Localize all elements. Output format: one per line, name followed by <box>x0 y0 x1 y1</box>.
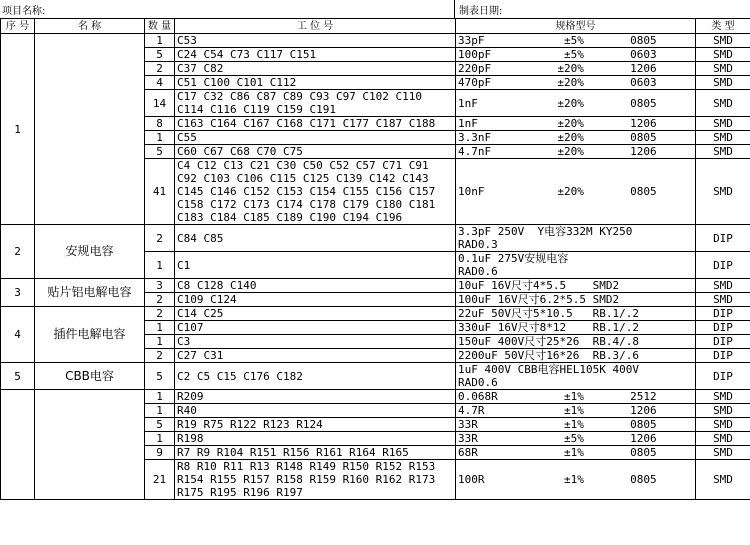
type-cell: SMD <box>696 418 750 432</box>
type-cell: DIP <box>696 225 750 252</box>
col-header-spec: 规格型号 <box>456 19 696 34</box>
quantity-cell: 9 <box>145 446 175 460</box>
type-cell: DIP <box>696 349 750 363</box>
sheet-header <box>0 0 750 19</box>
quantity-cell: 2 <box>145 349 175 363</box>
type-cell: SMD <box>696 48 750 62</box>
type-cell: SMD <box>696 76 750 90</box>
component-name-cell <box>35 34 145 225</box>
quantity-cell: 14 <box>145 90 175 117</box>
col-header-positions: 工 位 号 <box>175 19 456 34</box>
spec-cell: 2200uF 50V尺寸16*26 RB.3/.6 <box>456 349 696 363</box>
type-cell: DIP <box>696 363 750 390</box>
header-row <box>1 19 750 34</box>
table-row <box>1 390 750 404</box>
positions-cell: C1 <box>175 252 456 279</box>
type-cell: SMD <box>696 145 750 159</box>
spec-cell: 100uF 16V尺寸6.2*5.5 SMD2 <box>456 293 696 307</box>
component-name-cell: 插件电解电容 <box>35 307 145 363</box>
type-cell: SMD <box>696 279 750 293</box>
quantity-cell: 2 <box>145 293 175 307</box>
spec-cell: 33R ±5% 1206 <box>456 432 696 446</box>
positions-cell: C2 C5 C15 C176 C182 <box>175 363 456 390</box>
table-row <box>1 279 750 293</box>
table-row <box>1 225 750 252</box>
positions-cell: R7 R9 R104 R151 R156 R161 R164 R165 <box>175 446 456 460</box>
quantity-cell: 1 <box>145 252 175 279</box>
spec-cell: 330uF 16V尺寸8*12 RB.1/.2 <box>456 321 696 335</box>
col-header-index: 序 号 <box>1 19 35 34</box>
positions-cell: R209 <box>175 390 456 404</box>
table-row <box>1 363 750 390</box>
type-cell: SMD <box>696 131 750 145</box>
bom-table <box>0 18 750 500</box>
positions-cell: C3 <box>175 335 456 349</box>
quantity-cell: 21 <box>145 460 175 500</box>
positions-cell: C14 C25 <box>175 307 456 321</box>
table-row <box>1 307 750 321</box>
quantity-cell: 2 <box>145 62 175 76</box>
spec-cell: 1nF ±20% 0805 <box>456 90 696 117</box>
quantity-cell: 3 <box>145 279 175 293</box>
group-index-cell: 5 <box>1 363 35 390</box>
type-cell: DIP <box>696 307 750 321</box>
positions-cell: C8 C128 C140 <box>175 279 456 293</box>
spec-cell: 4.7R ±1% 1206 <box>456 404 696 418</box>
positions-cell: C55 <box>175 131 456 145</box>
positions-cell: R19 R75 R122 R123 R124 <box>175 418 456 432</box>
group-index-cell: 4 <box>1 307 35 363</box>
spec-cell: 22uF 50V尺寸5*10.5 RB.1/.2 <box>456 307 696 321</box>
quantity-cell: 1 <box>145 390 175 404</box>
spec-cell: 470pF ±20% 0603 <box>456 76 696 90</box>
group-index-cell <box>1 390 35 500</box>
spec-cell: 33pF ±5% 0805 <box>456 34 696 48</box>
component-name-cell <box>35 390 145 500</box>
type-cell: SMD <box>696 34 750 48</box>
positions-cell: C24 C54 C73 C117 C151 <box>175 48 456 62</box>
quantity-cell: 2 <box>145 307 175 321</box>
spec-cell: 1uF 400V CBB电容HEL105K 400V RAD0.6 <box>456 363 696 390</box>
quantity-cell: 5 <box>145 48 175 62</box>
col-header-qty: 数 量 <box>145 19 175 34</box>
quantity-cell: 1 <box>145 432 175 446</box>
positions-cell: C37 C82 <box>175 62 456 76</box>
type-cell: DIP <box>696 321 750 335</box>
positions-cell: C4 C12 C13 C21 C30 C50 C52 C57 C71 C91 C92 C103 C106 C115 C125 C139 C142 C143 C145 C146 C152 C153 C154 C155 C156 C157 C158 C172 C173 C174 C178 C179 C180 C181 C183 C184 C185 C189 C190 C194 C196 <box>175 159 456 225</box>
quantity-cell: 1 <box>145 335 175 349</box>
spec-cell: 220pF ±20% 1206 <box>456 62 696 76</box>
positions-cell: C53 <box>175 34 456 48</box>
spec-cell: 33R ±1% 0805 <box>456 418 696 432</box>
date-label: 制表日期: <box>459 6 503 17</box>
type-cell: SMD <box>696 432 750 446</box>
type-cell: SMD <box>696 159 750 225</box>
spec-cell: 10nF ±20% 0805 <box>456 159 696 225</box>
spec-cell: 0.1uF 275V安规电容 RAD0.6 <box>456 252 696 279</box>
positions-cell: R8 R10 R11 R13 R148 R149 R150 R152 R153 R154 R155 R157 R158 R159 R160 R162 R173 R175 R195 R196 R197 <box>175 460 456 500</box>
spec-cell: 1nF ±20% 1206 <box>456 117 696 131</box>
quantity-cell: 41 <box>145 159 175 225</box>
component-name-cell: 贴片铝电解电容 <box>35 279 145 307</box>
component-name-cell: CBB电容 <box>35 363 145 390</box>
positions-cell: C51 C100 C101 C112 <box>175 76 456 90</box>
spec-cell: 150uF 400V尺寸25*26 RB.4/.8 <box>456 335 696 349</box>
type-cell: SMD <box>696 404 750 418</box>
positions-cell: C17 C32 C86 C87 C89 C93 C97 C102 C110 C114 C116 C119 C159 C191 <box>175 90 456 117</box>
type-cell: SMD <box>696 62 750 76</box>
quantity-cell: 1 <box>145 321 175 335</box>
quantity-cell: 1 <box>145 131 175 145</box>
project-name-label: 项目名称: <box>2 6 46 17</box>
group-index-cell: 1 <box>1 34 35 225</box>
spec-cell: 3.3nF ±20% 0805 <box>456 131 696 145</box>
quantity-cell: 1 <box>145 404 175 418</box>
quantity-cell: 5 <box>145 418 175 432</box>
type-cell: DIP <box>696 335 750 349</box>
quantity-cell: 8 <box>145 117 175 131</box>
spec-cell: 100pF ±5% 0603 <box>456 48 696 62</box>
col-header-name: 名 称 <box>35 19 145 34</box>
type-cell: DIP <box>696 252 750 279</box>
header-divider <box>454 0 455 18</box>
quantity-cell: 5 <box>145 145 175 159</box>
quantity-cell: 5 <box>145 363 175 390</box>
positions-cell: C27 C31 <box>175 349 456 363</box>
positions-cell: C107 <box>175 321 456 335</box>
spec-cell: 68R ±1% 0805 <box>456 446 696 460</box>
type-cell: SMD <box>696 117 750 131</box>
col-header-type: 类 型 <box>696 19 750 34</box>
type-cell: SMD <box>696 460 750 500</box>
group-index-cell: 3 <box>1 279 35 307</box>
component-name-cell: 安规电容 <box>35 225 145 279</box>
spec-cell: 100R ±1% 0805 <box>456 460 696 500</box>
spec-cell: 3.3pF 250V Y电容332M KY250 RAD0.3 <box>456 225 696 252</box>
type-cell: SMD <box>696 293 750 307</box>
group-index-cell: 2 <box>1 225 35 279</box>
positions-cell: C163 C164 C167 C168 C171 C177 C187 C188 <box>175 117 456 131</box>
type-cell: SMD <box>696 390 750 404</box>
quantity-cell: 4 <box>145 76 175 90</box>
table-row <box>1 34 750 48</box>
type-cell: SMD <box>696 446 750 460</box>
type-cell: SMD <box>696 90 750 117</box>
spec-cell: 10uF 16V尺寸4*5.5 SMD2 <box>456 279 696 293</box>
positions-cell: C84 C85 <box>175 225 456 252</box>
positions-cell: R40 <box>175 404 456 418</box>
positions-cell: C109 C124 <box>175 293 456 307</box>
spec-cell: 4.7nF ±20% 1206 <box>456 145 696 159</box>
spec-cell: 0.068R ±1% 2512 <box>456 390 696 404</box>
positions-cell: R198 <box>175 432 456 446</box>
quantity-cell: 2 <box>145 225 175 252</box>
quantity-cell: 1 <box>145 34 175 48</box>
positions-cell: C60 C67 C68 C70 C75 <box>175 145 456 159</box>
